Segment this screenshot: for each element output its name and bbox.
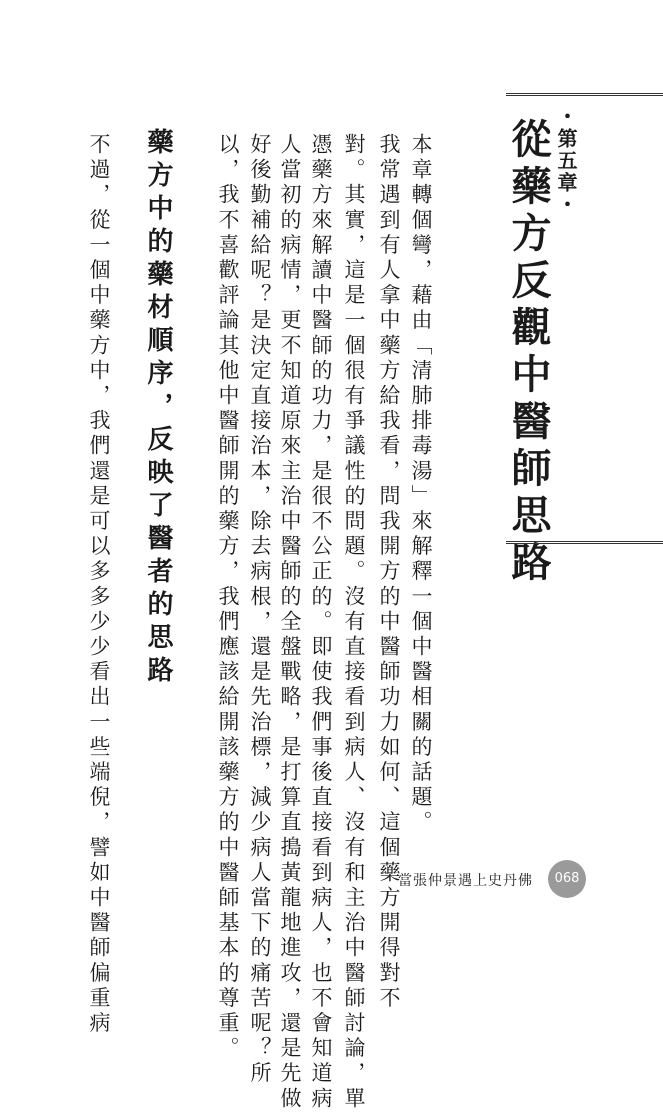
running-title: 當張仲景遇上史丹佛 [398,873,533,889]
chapter-label: ・第五章・ [554,106,578,216]
body-column: 憑藥方來解讀中醫師的功力，是很不公正的。即使我們事後直接看到病人，也不會知道病 [309,133,333,1112]
section-subheading: 藥方中的藥材順序，反映了醫者的思路 [143,128,173,689]
chapter-header-bottom-rule [506,541,663,544]
body-column: 對。其實，這是一個很有爭議性的問題。沒有直接看到病人、沒有和主治中醫師討論，單 [342,133,366,1112]
body-column: 我常遇到有人拿中藥方給我看，問我開方的中醫師功力如何、這個藥方開得對不 [377,133,401,1012]
body-column: 不過，從一個中藥方中，我們還是可以多多少少看出一些端倪，譬如中醫師偏重病 [87,133,111,1037]
chapter-header-top-rule [506,93,663,96]
body-column: 人當初的病情，更不知道原來主治中醫師的全盤戰略，是打算直搗黃龍地進攻，還是先做 [278,133,302,1112]
page-number: 068 [548,860,586,898]
body-column: 好後勤補給呢？是決定直接治本，除去病根，還是先治標，減少病人當下的痛苦呢？所 [248,133,272,1087]
chapter-title: 從藥方反觀中醫師思路 [505,118,551,588]
intro-paragraph: 本章轉個彎，藉由「清肺排毒湯」來解釋一個中醫相關的話題。 [409,133,433,836]
body-column: 以，我不喜歡評論其他中醫師開的藥方，我們應該給開該藥方的中醫師基本的尊重。 [216,133,240,1062]
